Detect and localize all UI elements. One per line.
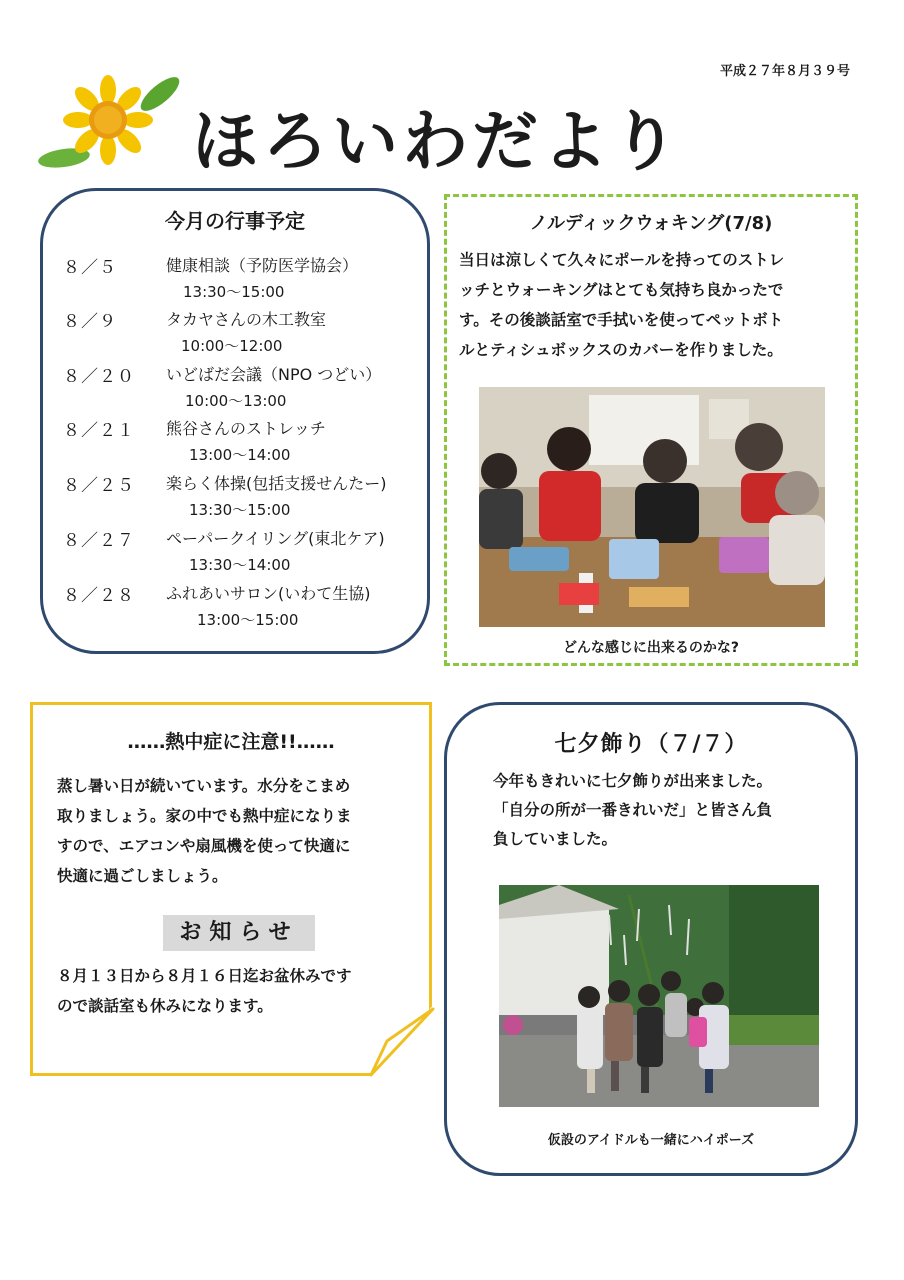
- heatstroke-box: [30, 702, 432, 1076]
- schedule-time: 13:00～15:00: [197, 611, 299, 629]
- schedule-event: 楽らく体操(包括支援せんたー): [166, 474, 387, 493]
- text-line: 当日は涼しくて久々にポールを持ってのストレ: [459, 251, 785, 269]
- schedule-date: ８／２１: [63, 421, 135, 441]
- text-line: ルとティシュボックスのカバーを作りました。: [459, 341, 783, 359]
- text-line: 今年もきれいに七夕飾りが出来ました。: [493, 772, 773, 790]
- schedule-time: 13:30～15:00: [183, 283, 285, 301]
- text-line: 「自分の所が一番きれいだ」と皆さん負: [493, 801, 773, 819]
- tanabata-photo-caption: 仮設のアイドルも一緒にハイポーズ: [547, 1133, 755, 1148]
- schedule-time: 13:00～14:00: [189, 446, 291, 464]
- schedule-event: いどばだ会議（NPO つどい）: [166, 365, 382, 384]
- schedule-event: 健康相談（予防医学協会）: [166, 256, 359, 275]
- text-line: 快適に過ごしましょう。: [57, 867, 228, 885]
- tanabata-group-photo: [499, 885, 819, 1107]
- tanabata-text: [493, 767, 833, 854]
- schedule-date: ８／２７: [63, 531, 135, 551]
- notice-text: [57, 961, 417, 1021]
- schedule-time: 13:30～15:00: [189, 501, 291, 519]
- heatstroke-text: [57, 771, 417, 891]
- schedule-time: 13:30～14:00: [189, 556, 291, 574]
- schedule-date: ８／２８: [63, 586, 135, 606]
- tanabata-title: 七夕飾り（７/７）: [554, 732, 748, 757]
- text-line: 蒸し暑い日が続いています。水分をこまめ: [57, 777, 351, 795]
- tanabata-box: [444, 702, 858, 1176]
- schedule-time: 10:00～12:00: [181, 337, 283, 355]
- workshop-photo: [479, 387, 825, 627]
- schedule-date: ８／２５: [63, 476, 135, 496]
- schedule-date: ８／２０: [63, 367, 135, 387]
- text-line: ッチとウォーキングはとても気持ち良かったで: [459, 281, 784, 299]
- text-line: 取りましょう。家の中でも熱中症になりま: [57, 807, 352, 825]
- nordic-walking-title: ノルディックウォキング(7/8): [529, 213, 773, 234]
- schedule-event: タカヤさんの木工教室: [166, 310, 327, 329]
- nordic-walking-text: [459, 245, 851, 365]
- schedule-box: [40, 188, 430, 654]
- schedule-title: 今月の行事予定: [165, 209, 305, 233]
- text-line: ので談話室も休みになります。: [57, 997, 273, 1015]
- text-line: ８月１３日から８月１６日迄お盆休みです: [57, 967, 352, 985]
- issue-number: 平成２７年８月３９号: [719, 64, 850, 79]
- nordic-photo-caption: どんな感じに出来るのかな?: [562, 640, 740, 656]
- schedule-time: 10:00～13:00: [185, 392, 287, 410]
- page-fold-corner: [367, 1001, 437, 1079]
- text-line: 負していました。: [493, 830, 618, 848]
- schedule-date: ８／９: [63, 312, 117, 332]
- newsletter-title: ほろいわだより: [192, 103, 682, 180]
- schedule-event: ペーパークイリング(東北ケア): [166, 529, 385, 548]
- text-line: すので、エアコンや扇風機を使って快適に: [57, 837, 351, 855]
- notice-heading: お知らせ: [163, 915, 315, 951]
- sunflower-logo: [36, 70, 186, 180]
- nordic-walking-box: [444, 194, 858, 666]
- schedule-date: ８／５: [63, 258, 117, 278]
- heatstroke-title: ……熱中症に注意!!……: [127, 731, 335, 753]
- text-line: す。その後談話室で手拭いを使ってペットボト: [459, 311, 784, 329]
- schedule-event: ふれあいサロン(いわて生協): [166, 584, 371, 603]
- schedule-event: 熊谷さんのストレッチ: [166, 419, 326, 438]
